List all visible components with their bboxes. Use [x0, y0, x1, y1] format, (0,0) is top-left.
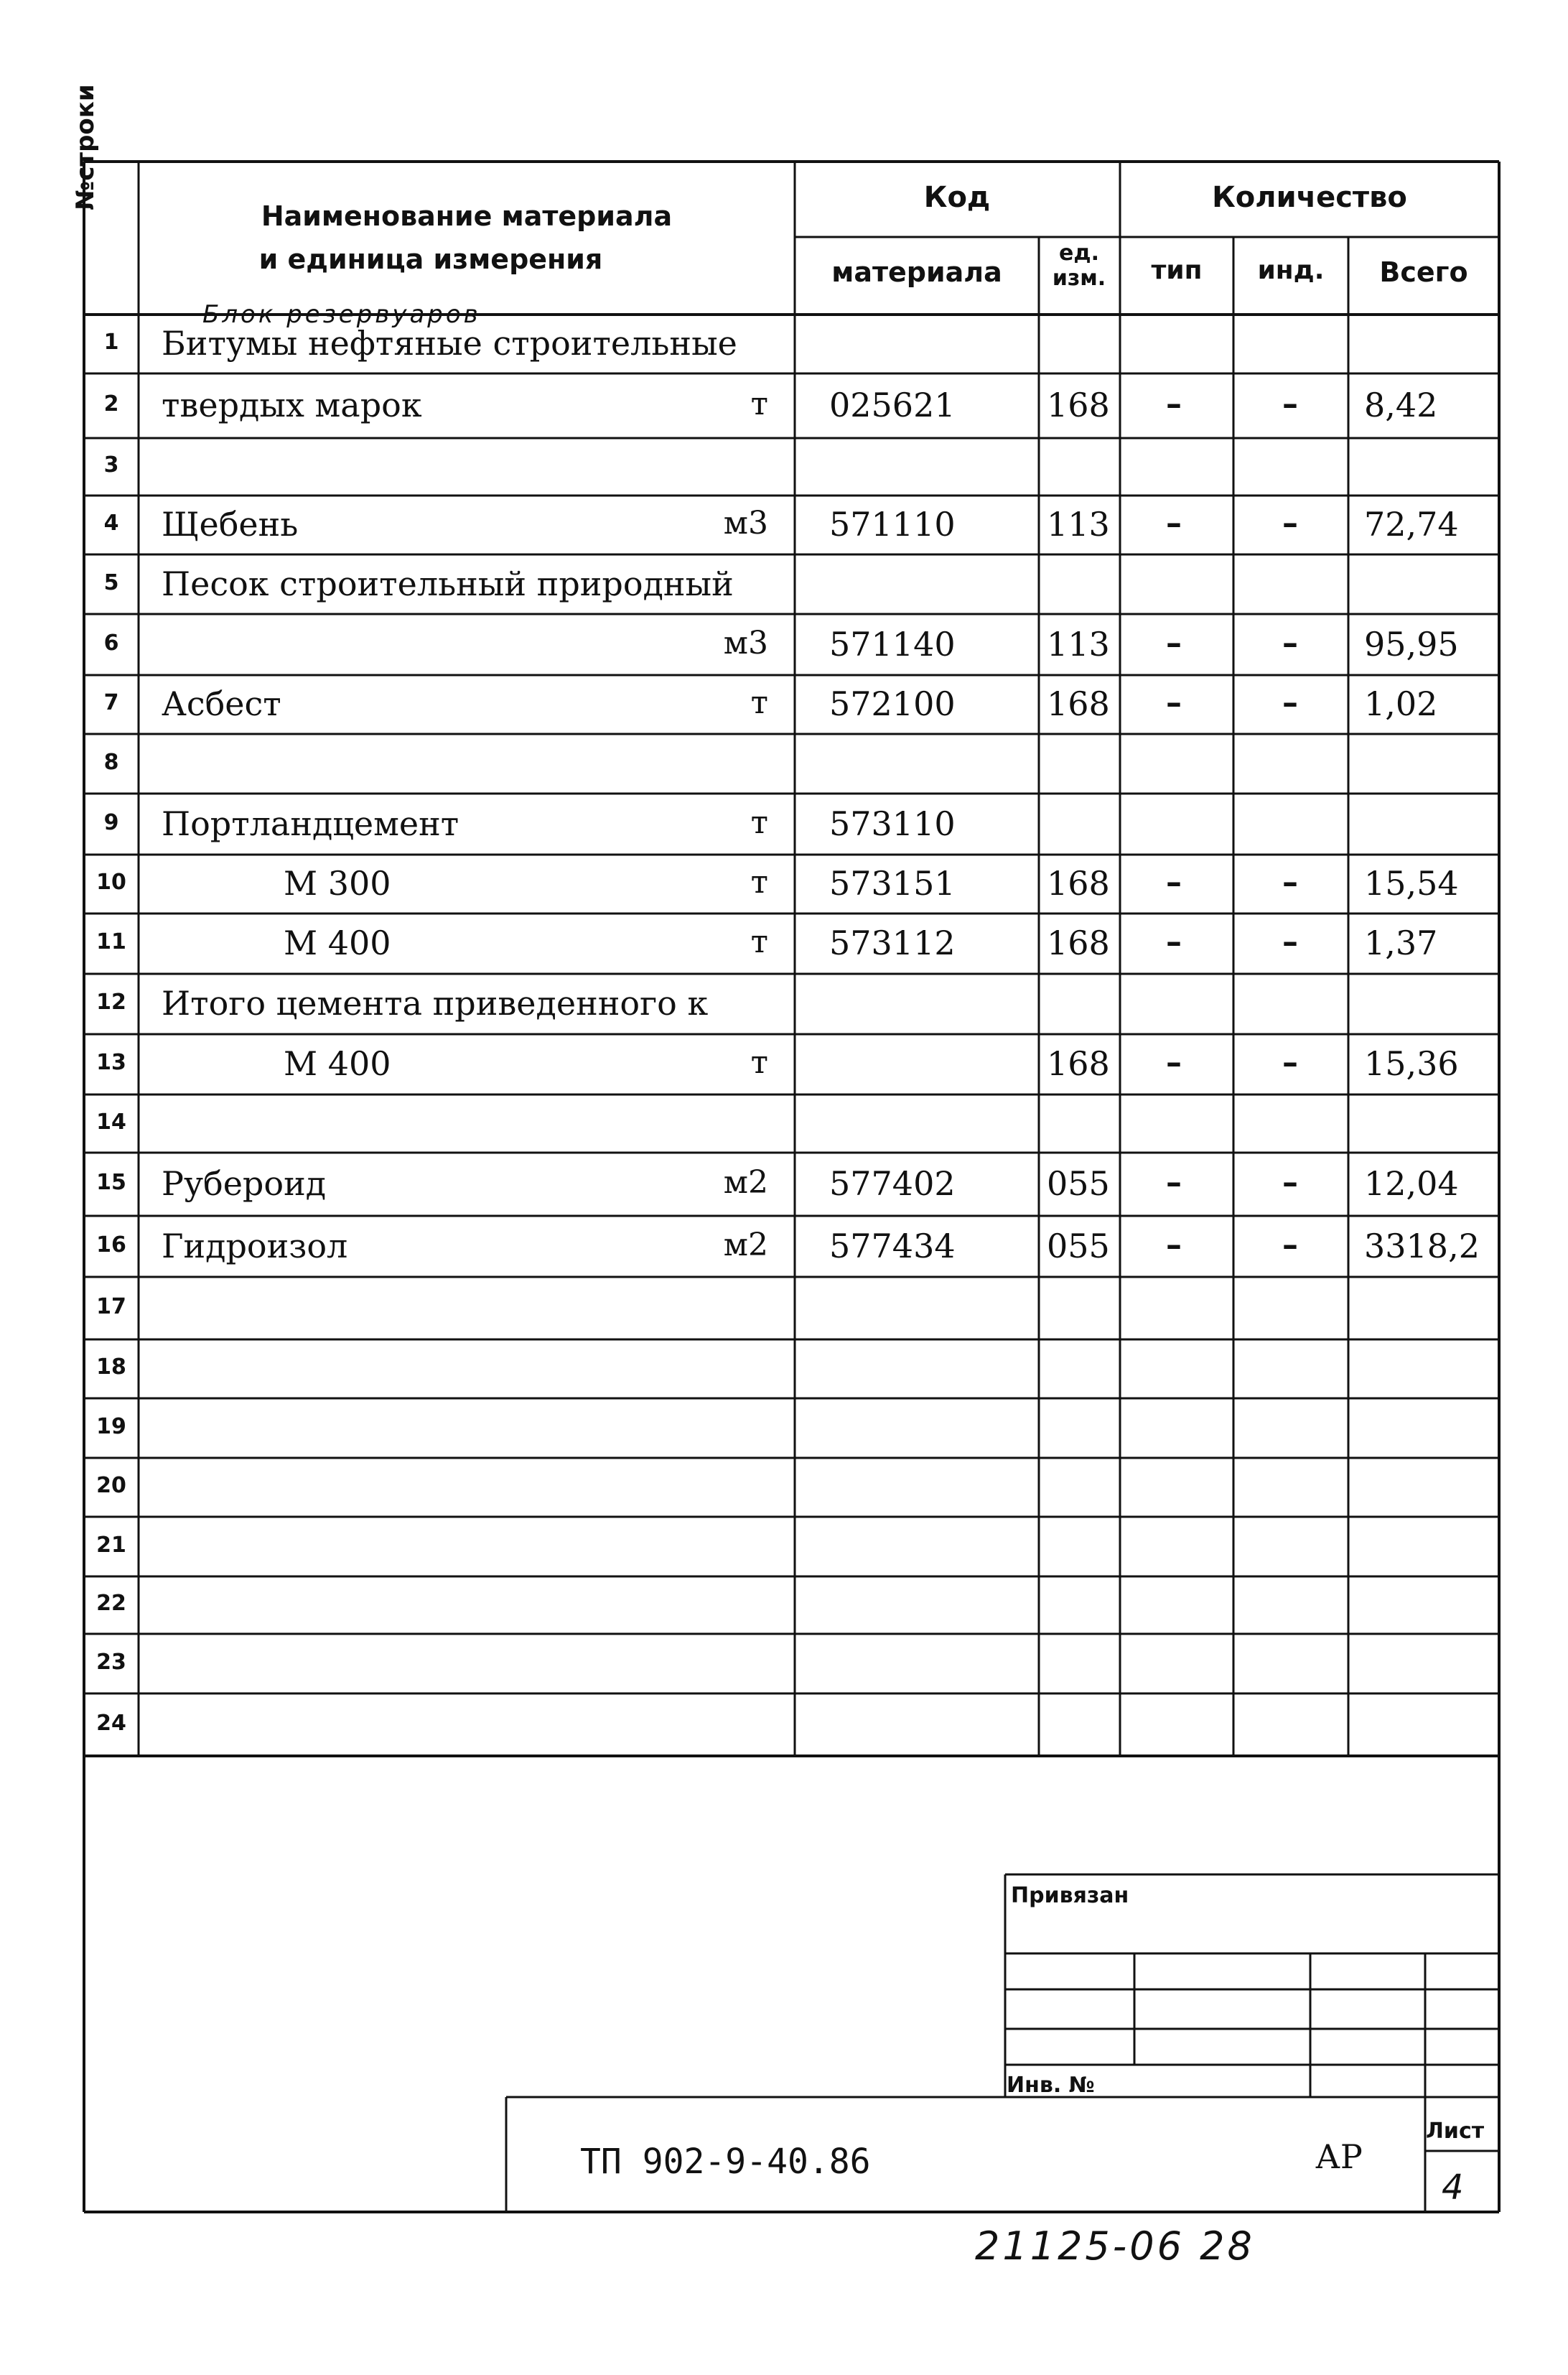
header-qty-type: тип	[1151, 256, 1203, 285]
stamp-inv-no-label: Инв. №	[1007, 2073, 1095, 2098]
row-number: 13	[96, 1050, 126, 1075]
qty-ind: –	[1282, 1164, 1298, 1201]
material-name: Щебень	[162, 505, 299, 544]
qty-ind: –	[1282, 1044, 1298, 1081]
header-code-unit: ед. изм.	[1052, 241, 1106, 291]
header-code: Код	[923, 181, 991, 214]
row-number: 18	[96, 1354, 126, 1380]
material-code: 577434	[829, 1226, 956, 1265]
qty-total: 15,54	[1364, 864, 1459, 903]
row-number: 3	[103, 452, 119, 478]
material-name: М 400	[284, 1044, 391, 1083]
row-number: 23	[96, 1649, 126, 1675]
material-code: 573151	[829, 864, 956, 903]
material-unit: т	[750, 684, 768, 721]
qty-ind: –	[1282, 684, 1298, 721]
qty-total: 15,36	[1364, 1044, 1459, 1083]
qty-total: 1,37	[1364, 924, 1438, 962]
material-unit: т	[750, 924, 768, 960]
qty-total: 95,95	[1364, 624, 1459, 664]
qty-ind: –	[1282, 386, 1298, 422]
header-name-line1: Наименование материала	[261, 200, 673, 232]
qty-type: –	[1166, 1044, 1182, 1081]
row-number: 6	[103, 630, 119, 656]
row-number: 9	[103, 809, 119, 835]
qty-total: 3318,2	[1364, 1226, 1480, 1265]
unit-code: 055	[1047, 1226, 1110, 1265]
material-code: 573112	[829, 924, 956, 962]
unit-code: 113	[1047, 624, 1110, 664]
qty-type: –	[1166, 864, 1182, 901]
header-code-material: материала	[831, 256, 1002, 288]
material-unit: м2	[723, 1164, 768, 1201]
qty-type: –	[1166, 505, 1182, 542]
row-number: 1	[103, 330, 119, 355]
qty-total: 8,42	[1364, 386, 1438, 424]
material-name: Портландцемент	[162, 804, 459, 843]
material-name: Гидроизол	[162, 1226, 348, 1265]
row-number: 14	[96, 1109, 126, 1135]
header-name-line2: и единица измерения	[258, 243, 603, 275]
stamp-document-code: ТП 902-9-40.86	[580, 2142, 871, 2182]
unit-code: 168	[1047, 1044, 1110, 1083]
qty-type: –	[1166, 924, 1182, 960]
material-code: 571110	[829, 505, 956, 544]
row-number: 7	[103, 690, 119, 715]
row-number: 17	[96, 1293, 126, 1319]
material-unit: т	[750, 1044, 768, 1081]
material-code: 573110	[829, 804, 956, 843]
row-number: 15	[96, 1170, 126, 1195]
qty-total: 1,02	[1364, 684, 1438, 723]
material-name: Рубероид	[162, 1164, 327, 1203]
footer-handwritten-number: 21125-06 28	[975, 2223, 1255, 2269]
material-name: М 400	[284, 924, 391, 962]
material-name: М 300	[284, 864, 391, 903]
unit-code: 055	[1047, 1164, 1110, 1203]
row-number: 21	[96, 1532, 126, 1558]
material-unit: м3	[723, 624, 768, 661]
row-number: 19	[96, 1413, 126, 1439]
row-number: 20	[96, 1473, 126, 1498]
material-name: Песок строительный природный	[162, 564, 734, 603]
row-number: 5	[103, 570, 119, 595]
material-name: Асбест	[162, 684, 281, 723]
material-code: 577402	[829, 1164, 956, 1203]
qty-type: –	[1166, 1226, 1182, 1263]
row-number: 24	[96, 1710, 126, 1736]
qty-ind: –	[1282, 1226, 1298, 1263]
header-qty-total: Всего	[1379, 256, 1468, 288]
stamp-mark: АР	[1315, 2137, 1363, 2176]
unit-code: 168	[1047, 684, 1110, 723]
row-number: 2	[103, 391, 119, 417]
unit-code: 113	[1047, 505, 1110, 544]
row-number: 4	[103, 511, 119, 536]
material-unit: т	[750, 386, 768, 422]
material-code: 572100	[829, 684, 956, 723]
qty-total: 12,04	[1364, 1164, 1459, 1203]
material-name: Итого цемента приведенного к	[162, 984, 709, 1023]
qty-type: –	[1166, 684, 1182, 721]
qty-ind: –	[1282, 624, 1298, 661]
qty-ind: –	[1282, 864, 1298, 901]
material-unit: м2	[723, 1226, 768, 1263]
handwritten-note: Блок резервуаров	[202, 300, 481, 329]
row-number: 8	[103, 749, 119, 775]
qty-type: –	[1166, 1164, 1182, 1201]
row-number: 22	[96, 1591, 126, 1616]
material-code: 571140	[829, 624, 956, 664]
header-qty-ind: инд.	[1257, 256, 1325, 285]
qty-total: 72,74	[1364, 505, 1459, 544]
row-number: 12	[96, 990, 126, 1015]
material-unit: т	[750, 864, 768, 901]
qty-type: –	[1166, 386, 1182, 422]
qty-type: –	[1166, 624, 1182, 661]
header-row-number: №строки	[71, 84, 100, 210]
header-quantity: Количество	[1212, 181, 1407, 214]
unit-code: 168	[1047, 864, 1110, 903]
material-code: 025621	[829, 386, 956, 424]
qty-ind: –	[1282, 505, 1298, 542]
row-number: 10	[96, 870, 126, 895]
qty-ind: –	[1282, 924, 1298, 960]
material-unit: м3	[723, 505, 768, 542]
material-name: Битумы нефтяные строительные	[162, 324, 737, 363]
stamp-sheet-number: 4	[1442, 2167, 1464, 2208]
unit-code: 168	[1047, 924, 1110, 962]
row-number: 16	[96, 1232, 126, 1258]
row-number: 11	[96, 929, 126, 954]
material-name: твердых марок	[162, 386, 422, 424]
unit-code: 168	[1047, 386, 1110, 424]
stamp-sheet-label: Лист	[1426, 2119, 1485, 2144]
material-unit: т	[750, 804, 768, 841]
stamp-privyazan-label: Привязан	[1011, 1883, 1129, 1908]
